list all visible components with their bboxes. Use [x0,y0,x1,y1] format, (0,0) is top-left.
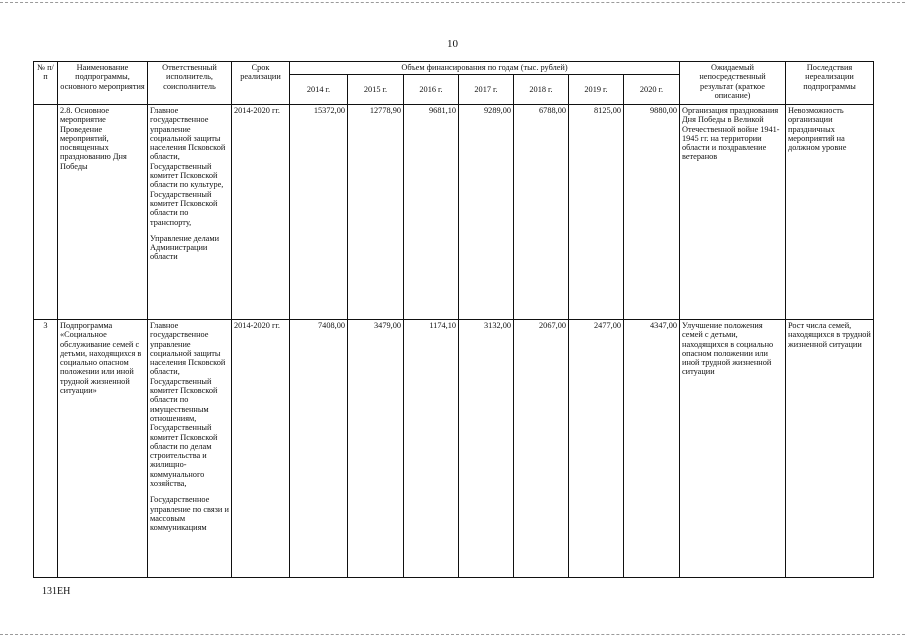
responsible-entry: Государственный комитет Псковской области по транспорту, [150,189,218,227]
row-term: 2014-2020 гг. [232,105,290,320]
row-value-2015: 3479,00 [348,320,404,578]
row-value-2020: 9880,00 [624,105,680,320]
header-funding: Объем финансирования по годам (тыс. рублей) [290,62,680,75]
row-expected: Улучшение положения семей с детьми, находящихся в социально опасном положении или иной трудной жизненной ситуации [680,320,786,578]
header-year-2015: 2015 г. [348,75,404,105]
table-row [34,320,874,578]
row-term: 2014-2020 гг. [232,320,290,578]
header-year-2014: 2014 г. [290,75,348,105]
header-name: Наименование подпрограммы, основного мероприятия [58,62,148,105]
responsible-entry: Главное государственное управление социальной защиты населения Псковской области, [150,106,226,162]
responsible-entry: Государственный комитет Псковской области по имущественным отношениям, [150,376,218,423]
entry-spacer [150,488,229,495]
row-value-2018: 2067,00 [514,320,569,578]
header-year-2019: 2019 г. [569,75,624,105]
header-expected: Ожидаемый непосредственный результат (краткое описание) [680,62,786,105]
responsible-entry: Государственное управление по связи и массовым коммуникациям [150,495,229,533]
row-value-2015: 12778,90 [348,105,404,320]
row-value-2018: 6788,00 [514,105,569,320]
row-consequences: Рост числа семей, находящихся в трудной жизненной ситуации [786,320,874,578]
row-num: 3 [34,320,58,578]
row-value-2019: 8125,00 [569,105,624,320]
program-table [33,61,874,578]
row-expected: Организация празднования Дня Победы в Великой Отечественной войне 1941-1945 гг. на территории области и поздравление ветеранов [680,105,786,320]
row-value-2020: 4347,00 [624,320,680,578]
scan-edge-top [0,2,905,3]
responsible-entry: Государственный комитет Псковской области по делам строительства и жилищно-коммунального хозяйства, [150,423,218,489]
responsible-entry: Управление делами Администрации области [150,233,220,262]
row-responsible [148,105,232,320]
row-consequences: Невозможность организации праздничных мероприятий на должном уровне [786,105,874,320]
responsible-entry: Государственный комитет Псковской области по культуре, [150,161,224,190]
row-value-2019: 2477,00 [569,320,624,578]
row-num [34,105,58,320]
header-consequences: Последствия нереализации подпрограммы [786,62,874,105]
header-year-2017: 2017 г. [459,75,514,105]
responsible-entry: Главное государственное управление социальной защиты населения Псковской области, [150,321,226,377]
header-num: № п/п [34,62,58,105]
row-value-2014: 15372,00 [290,105,348,320]
row-name: Подпрограмма «Социальное обслуживание семей с детьми, находящихся в социально опасном положении или иной трудной жизненной ситуации» [58,320,148,578]
header-year-2018: 2018 г. [514,75,569,105]
row-responsible [148,320,232,578]
row-name: 2.8. Основное мероприятие Проведение мероприятий, посвященных празднованию Дня Победы [58,105,148,320]
row-value-2017: 9289,00 [459,105,514,320]
table-row [34,105,874,320]
header-responsible: Ответственный исполнитель, соисполнитель [148,62,232,105]
header-year-2020: 2020 г. [624,75,680,105]
scan-edge-bottom [0,634,905,635]
entry-spacer [150,227,229,234]
row-value-2016: 9681,10 [404,105,459,320]
header-row [34,62,874,75]
row-value-2016: 1174,10 [404,320,459,578]
row-value-2014: 7408,00 [290,320,348,578]
row-value-2017: 3132,00 [459,320,514,578]
header-year-2016: 2016 г. [404,75,459,105]
header-term: Срок реализации [232,62,290,105]
document-code: 131ЕН [42,586,71,597]
page-number: 10 [447,38,458,50]
